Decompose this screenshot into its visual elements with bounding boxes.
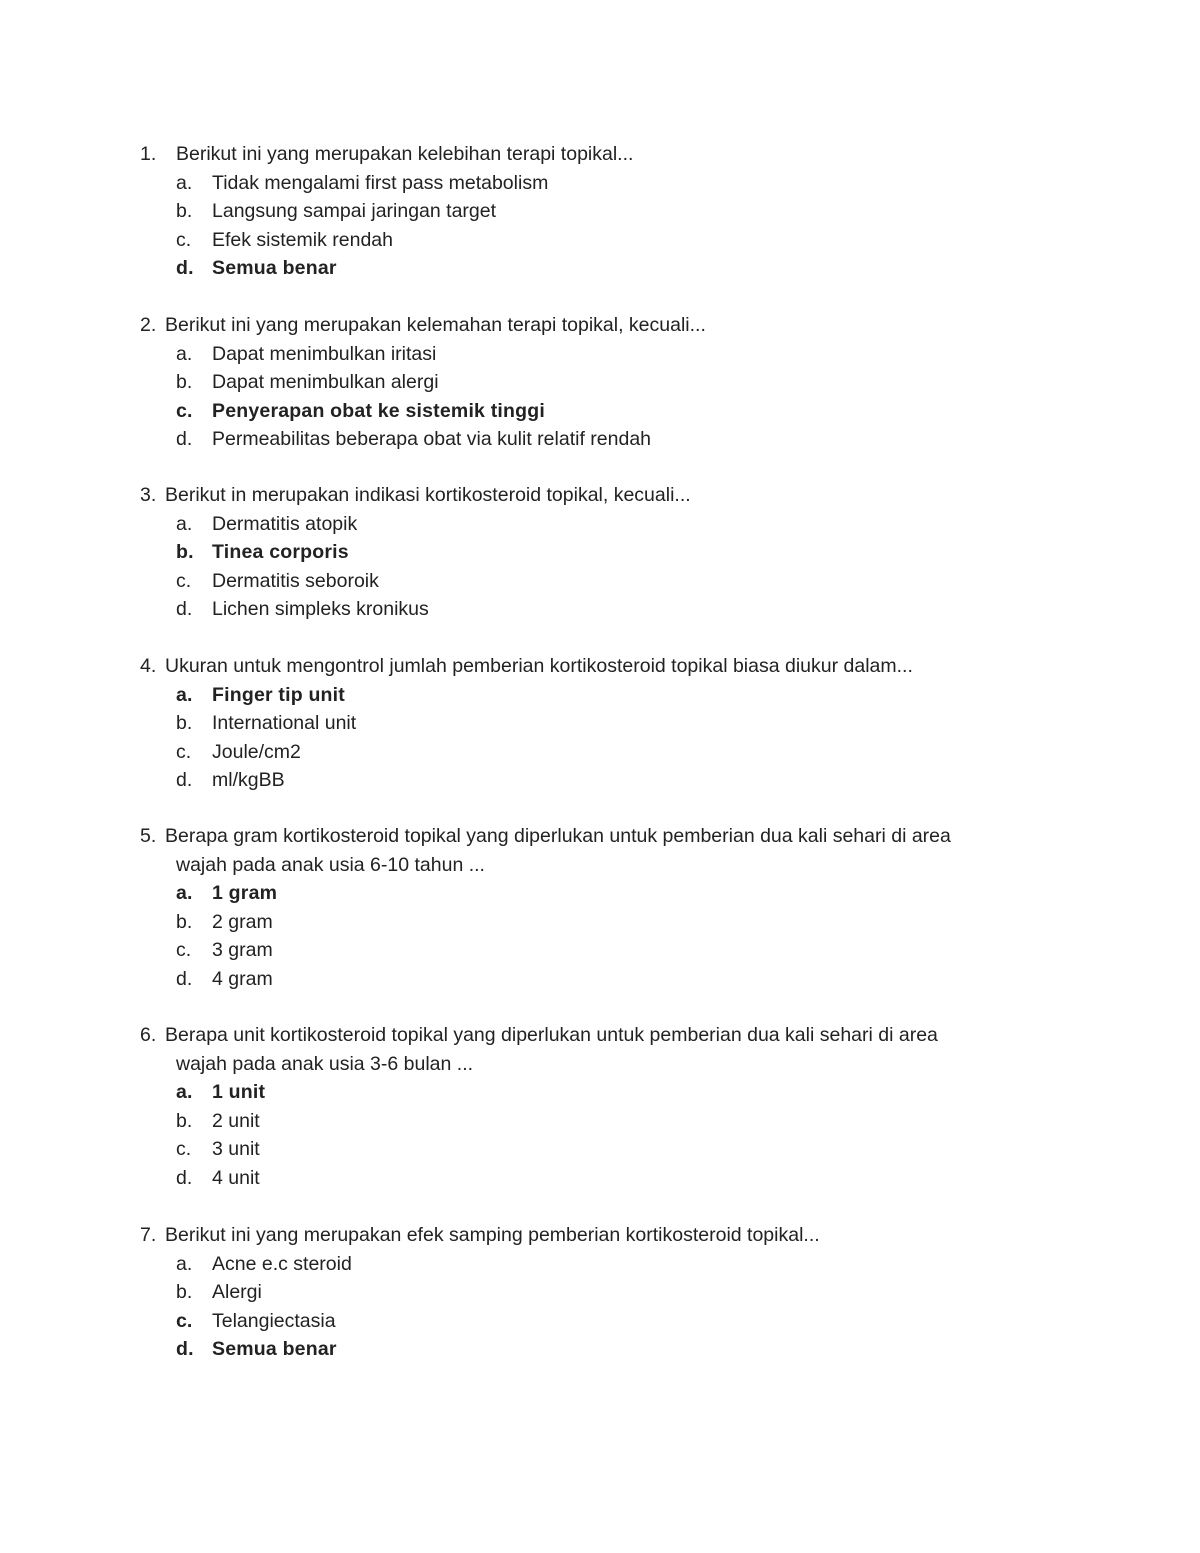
option-a xyxy=(140,510,1060,539)
option-text: 3 unit xyxy=(212,1138,260,1160)
option-c xyxy=(140,738,1060,767)
option-d xyxy=(140,965,1060,994)
option-c xyxy=(140,936,1060,965)
option-letter: d. xyxy=(176,1166,193,1189)
question-number: 6. xyxy=(140,1024,157,1046)
option-c xyxy=(140,1307,1060,1336)
option-text: Dermatitis seboroik xyxy=(212,569,379,592)
option-d-correct xyxy=(140,254,1060,283)
option-text: 2 gram xyxy=(212,910,273,933)
option-d xyxy=(140,1164,1060,1193)
option-letter: b. xyxy=(176,200,193,222)
option-letter: a. xyxy=(176,683,193,706)
option-text: Telangiectasia xyxy=(212,1309,336,1332)
option-a-correct xyxy=(140,879,1060,908)
option-text: Joule/cm2 xyxy=(212,740,301,763)
option-a-correct xyxy=(140,681,1060,710)
option-text: Alergi xyxy=(212,1281,262,1303)
question-line xyxy=(140,481,1060,510)
option-text: 1 unit xyxy=(212,1081,266,1103)
option-letter: c. xyxy=(176,740,192,763)
option-letter: d. xyxy=(176,967,193,990)
question-text: Berapa gram kortikosteroid topikal yang diperlukan untuk pemberian dua kali sehari di area xyxy=(165,825,951,847)
option-letter: b. xyxy=(176,712,193,734)
option-letter: c. xyxy=(176,1138,192,1160)
option-list xyxy=(140,510,1060,624)
option-a xyxy=(140,1250,1060,1279)
option-text: Semua benar xyxy=(212,1338,337,1360)
question-text-continued: wajah pada anak usia 3-6 bulan ... xyxy=(176,1052,474,1075)
question-text: Ukuran untuk mengontrol jumlah pemberian kortikosteroid topikal biasa diukur dalam... xyxy=(165,655,913,677)
question-text: Berikut ini yang merupakan efek samping pemberian kortikosteroid topikal... xyxy=(165,1224,820,1246)
option-list xyxy=(140,169,1060,283)
option-text: International unit xyxy=(212,712,357,734)
option-d xyxy=(140,766,1060,795)
option-letter: c. xyxy=(176,228,192,251)
question-text: Berikut in merupakan indikasi kortikosteroid topikal, kecuali... xyxy=(165,484,691,506)
option-letter: c. xyxy=(176,569,192,592)
option-letter: b. xyxy=(176,910,193,933)
option-b xyxy=(140,368,1060,397)
option-letter: b. xyxy=(176,541,194,563)
option-c xyxy=(140,226,1060,255)
option-text: 3 gram xyxy=(212,939,273,961)
option-text: ml/kgBB xyxy=(212,769,285,791)
option-d-correct xyxy=(140,1335,1060,1364)
option-c xyxy=(140,1135,1060,1164)
option-letter: d. xyxy=(176,1338,194,1360)
option-text: Efek sistemik rendah xyxy=(212,228,393,251)
option-text: Finger tip unit xyxy=(212,683,345,706)
option-text: Lichen simpleks kronikus xyxy=(212,598,429,620)
option-text: 2 unit xyxy=(212,1109,260,1132)
option-b xyxy=(140,908,1060,937)
question-1 xyxy=(140,140,1060,283)
option-b-correct xyxy=(140,538,1060,567)
question-line xyxy=(140,140,1060,169)
option-letter: a. xyxy=(176,171,193,194)
option-text: Penyerapan obat ke sistemik tinggi xyxy=(212,399,545,422)
option-letter: b. xyxy=(176,1281,193,1303)
question-7 xyxy=(140,1221,1060,1364)
option-letter: b. xyxy=(176,1109,193,1132)
option-text: Dermatitis atopik xyxy=(212,512,358,535)
question-line xyxy=(140,1221,1060,1250)
option-letter: b. xyxy=(176,371,193,393)
question-text-continued: wajah pada anak usia 6-10 tahun ... xyxy=(176,853,485,876)
option-letter: d. xyxy=(176,598,193,620)
option-text: Permeabilitas beberapa obat via kulit relatif rendah xyxy=(212,428,652,450)
option-letter: c. xyxy=(176,939,192,961)
option-d xyxy=(140,595,1060,624)
option-letter: a. xyxy=(176,512,193,535)
option-letter: a. xyxy=(176,1252,193,1275)
option-letter: d. xyxy=(176,257,194,279)
option-letter: d. xyxy=(176,769,193,791)
option-letter: c. xyxy=(176,1309,193,1332)
question-line xyxy=(140,822,1060,851)
question-text: Berikut ini yang merupakan kelebihan terapi topikal... xyxy=(176,143,634,165)
question-number: 3. xyxy=(140,484,157,506)
option-letter: a. xyxy=(176,1081,193,1103)
option-letter: a. xyxy=(176,342,193,365)
option-text: Dapat menimbulkan iritasi xyxy=(212,342,437,365)
option-text: Acne e.c steroid xyxy=(212,1252,352,1275)
question-3 xyxy=(140,481,1060,624)
option-list xyxy=(140,340,1060,454)
question-4 xyxy=(140,652,1060,795)
option-list xyxy=(140,1250,1060,1364)
option-text: Dapat menimbulkan alergi xyxy=(212,371,439,393)
option-text: 1 gram xyxy=(212,882,278,904)
option-list xyxy=(140,1078,1060,1192)
option-text: Semua benar xyxy=(212,257,337,279)
option-c xyxy=(140,567,1060,596)
question-5 xyxy=(140,822,1060,993)
question-text: Berikut ini yang merupakan kelemahan terapi topikal, kecuali... xyxy=(165,314,706,336)
option-c-correct xyxy=(140,397,1060,426)
option-text: Langsung sampai jaringan target xyxy=(212,200,497,222)
option-a-correct xyxy=(140,1078,1060,1107)
question-number: 5. xyxy=(140,825,157,847)
option-b xyxy=(140,1107,1060,1136)
option-b xyxy=(140,1278,1060,1307)
option-b xyxy=(140,709,1060,738)
question-text: Berapa unit kortikosteroid topikal yang diperlukan untuk pemberian dua kali sehari di area xyxy=(165,1024,938,1046)
option-a xyxy=(140,169,1060,198)
question-number: 4. xyxy=(140,655,157,677)
option-list xyxy=(140,681,1060,795)
option-b xyxy=(140,197,1060,226)
option-a xyxy=(140,340,1060,369)
question-line xyxy=(140,652,1060,681)
option-text: Tidak mengalami first pass metabolism xyxy=(212,171,549,194)
question-line xyxy=(140,1021,1060,1050)
question-6 xyxy=(140,1021,1060,1192)
option-d xyxy=(140,425,1060,454)
option-letter: c. xyxy=(176,399,193,422)
option-letter: a. xyxy=(176,882,193,904)
option-text: Tinea corporis xyxy=(212,541,349,563)
question-number: 7. xyxy=(140,1224,157,1246)
question-number: 1. xyxy=(140,143,157,165)
option-list xyxy=(140,879,1060,993)
option-letter: d. xyxy=(176,428,193,450)
question-2 xyxy=(140,311,1060,454)
question-line xyxy=(140,311,1060,340)
question-number: 2. xyxy=(140,314,157,336)
option-text: 4 unit xyxy=(212,1166,260,1189)
option-text: 4 gram xyxy=(212,967,273,990)
